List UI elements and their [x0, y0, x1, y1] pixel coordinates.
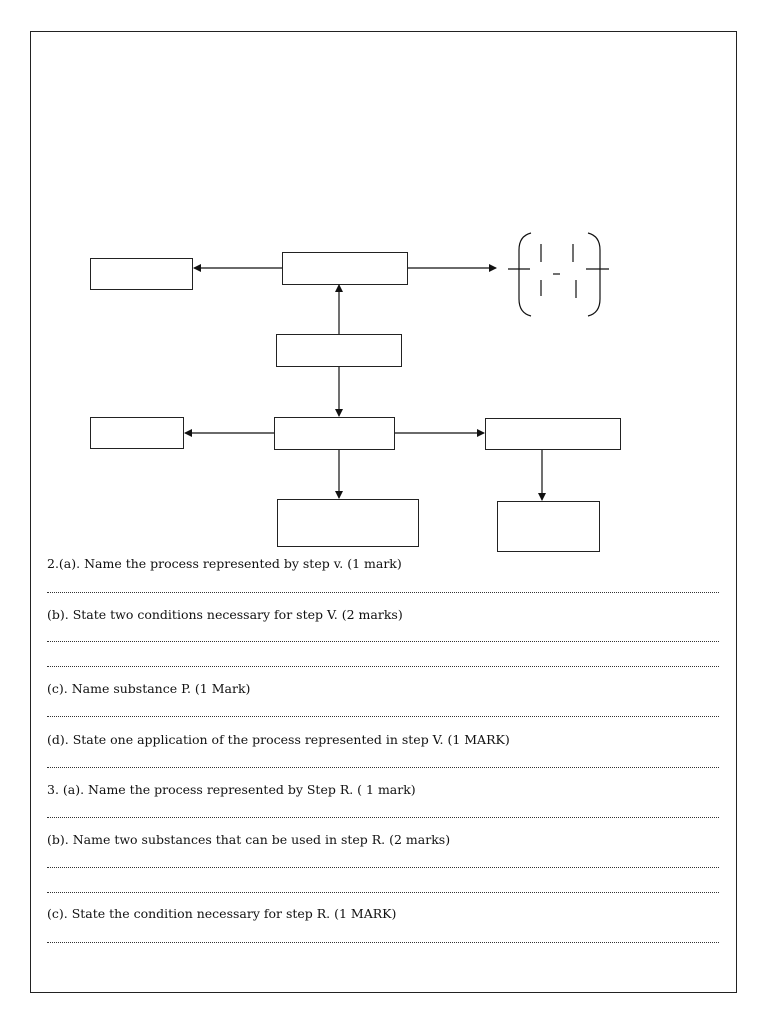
answer-line[interactable]: [47, 641, 719, 642]
answer-line[interactable]: [47, 867, 719, 868]
question-2a: 2.(a). Name the process represented by step v. (1 mark): [47, 556, 402, 571]
answer-line[interactable]: [47, 666, 719, 667]
question-3b: (b). Name two substances that can be used in step R. (2 marks): [47, 832, 451, 847]
answer-line[interactable]: [47, 767, 719, 768]
answer-line[interactable]: [47, 817, 719, 818]
question-2b: (b). State two conditions necessary for step V. (2 marks): [47, 607, 403, 622]
question-2c: (c). Name substance P. (1 Mark): [47, 681, 251, 696]
polymer-bracket-icon: [508, 233, 609, 316]
answer-line[interactable]: [47, 892, 719, 893]
question-3a: 3. (a). Name the process represented by Step R. ( 1 mark): [47, 782, 416, 797]
question-3c: (c). State the condition necessary for step R. (1 MARK): [47, 906, 397, 921]
answer-line[interactable]: [47, 942, 719, 943]
answer-line[interactable]: [47, 592, 719, 593]
answer-line[interactable]: [47, 716, 719, 717]
question-2d: (d). State one application of the process represented in step V. (1 MARK): [47, 732, 510, 747]
